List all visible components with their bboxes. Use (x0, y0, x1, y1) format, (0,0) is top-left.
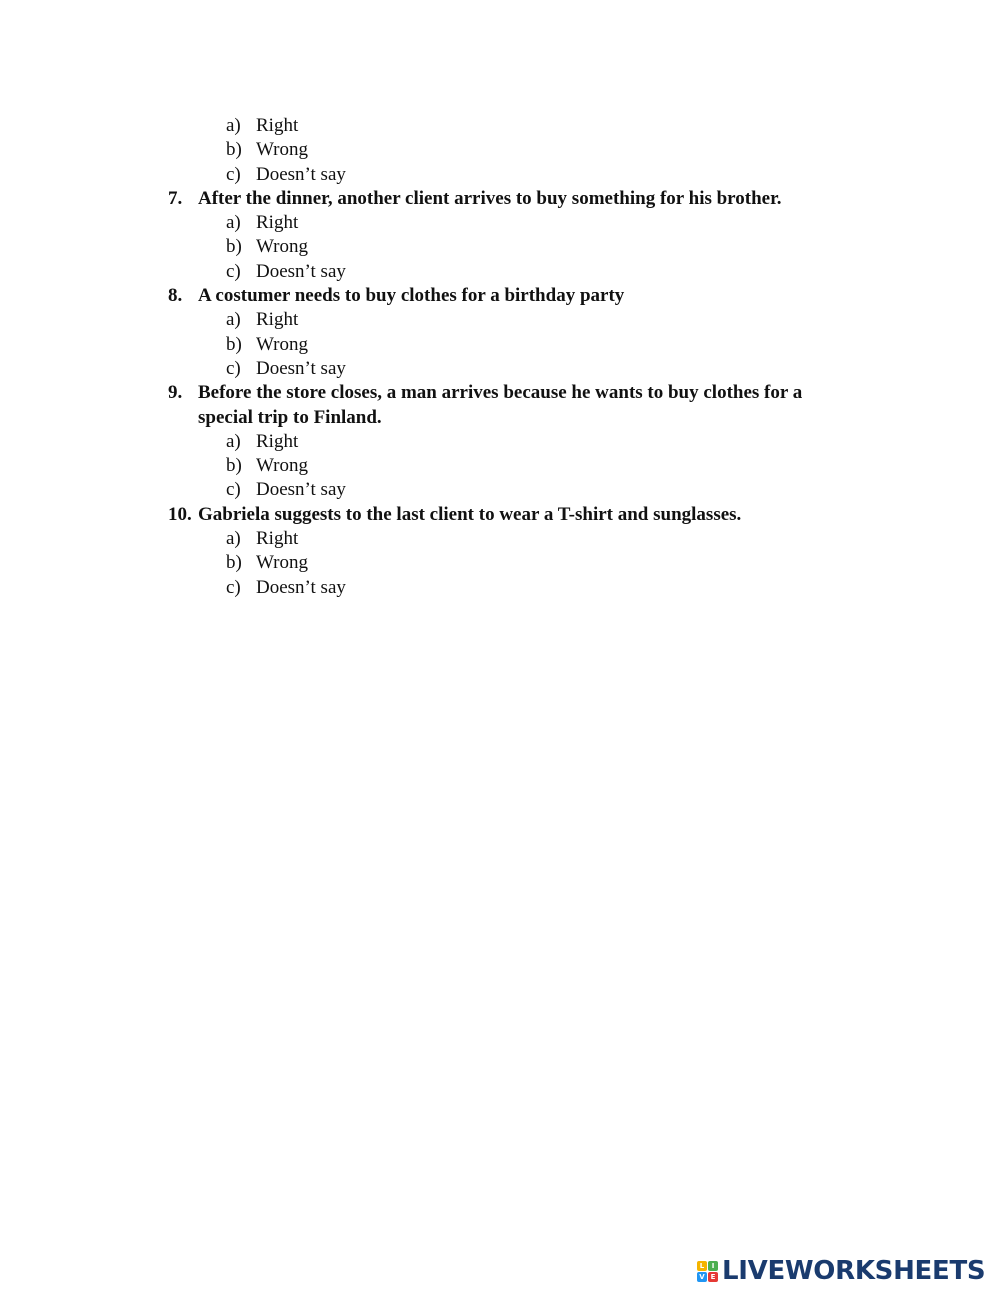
question-number: 9. (168, 382, 183, 404)
answer-option (0, 211, 1000, 235)
option-text: Wrong (256, 236, 308, 258)
question-text: Before the store closes, a man arrives because he wants to buy clothes for a (198, 382, 803, 404)
option-letter: c) (226, 357, 241, 379)
answer-option (0, 478, 1000, 502)
question (0, 284, 1000, 308)
logo-tile-v: V (697, 1272, 707, 1282)
option-letter: b) (226, 455, 242, 477)
option-text: Right (256, 309, 299, 331)
option-letter: c) (226, 163, 241, 185)
option-letter: b) (226, 333, 242, 355)
option-text: Doesn’t say (256, 260, 346, 282)
option-letter: b) (226, 139, 242, 161)
question-text: A costumer needs to buy clothes for a birthday party (198, 285, 625, 307)
option-text: Right (256, 115, 299, 136)
option-text: Doesn’t say (256, 163, 346, 185)
liveworksheets-logo-icon (697, 1261, 718, 1282)
question-text: After the dinner, another client arrives to buy something for his brother. (198, 187, 782, 209)
question-number: 7. (168, 187, 183, 209)
answer-option (0, 454, 1000, 478)
answer-option (0, 551, 1000, 575)
answer-option (0, 430, 1000, 454)
question-list (0, 114, 1000, 600)
question-text: Gabriela suggests to the last client to wear a T-shirt and sunglasses. (198, 503, 742, 525)
answer-option (0, 333, 1000, 357)
answer-option (0, 357, 1000, 381)
liveworksheets-brand (697, 1257, 985, 1285)
option-letter: b) (226, 236, 242, 258)
logo-tile-e: E (708, 1272, 718, 1282)
question (0, 503, 1000, 527)
answer-option (0, 527, 1000, 551)
logo-tile-i: I (708, 1261, 718, 1271)
option-letter: a) (226, 309, 241, 331)
option-text: Wrong (256, 333, 308, 355)
option-text: Doesn’t say (256, 479, 346, 501)
answer-option (0, 576, 1000, 600)
answer-option (0, 308, 1000, 332)
option-text: Wrong (256, 552, 308, 574)
option-letter: b) (226, 552, 242, 574)
option-text: Doesn’t say (256, 576, 346, 598)
question-number: 10. (168, 503, 192, 525)
logo-tile-l: L (697, 1261, 707, 1271)
answer-option (0, 235, 1000, 259)
option-text: Right (256, 430, 299, 452)
option-text: Right (256, 212, 299, 234)
answer-option (0, 138, 1000, 162)
option-letter: a) (226, 430, 241, 452)
option-text: Right (256, 528, 299, 550)
option-letter: c) (226, 260, 241, 282)
option-text: Wrong (256, 455, 308, 477)
question (0, 381, 1000, 405)
option-letter: a) (226, 212, 241, 234)
answer-option (0, 114, 1000, 138)
option-letter: c) (226, 576, 241, 598)
option-letter: c) (226, 479, 241, 501)
question (0, 187, 1000, 211)
brand-wordmark: LIVEWORKSHEETS (722, 1256, 986, 1286)
option-text: Wrong (256, 139, 308, 161)
answer-option (0, 260, 1000, 284)
option-letter: a) (226, 115, 241, 136)
question-number: 8. (168, 285, 183, 307)
option-text: Doesn’t say (256, 357, 346, 379)
answer-option (0, 163, 1000, 187)
question-text: special trip to Finland. (198, 406, 382, 428)
option-letter: a) (226, 528, 241, 550)
question-continuation (0, 406, 1000, 430)
